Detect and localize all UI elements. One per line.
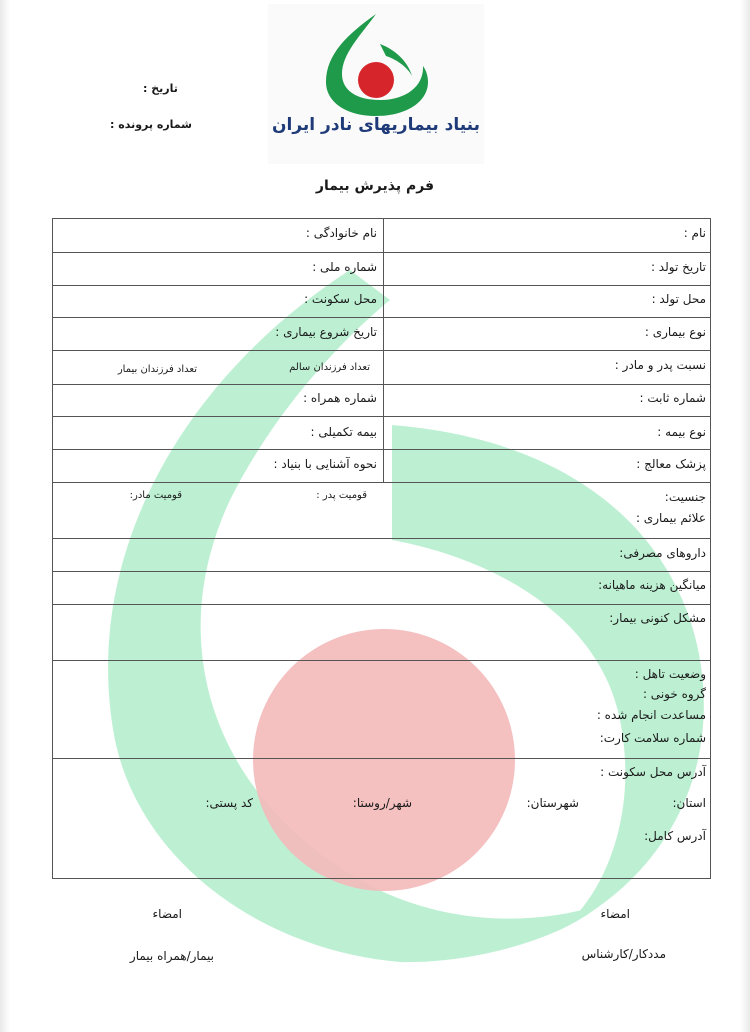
row-divider bbox=[52, 538, 711, 539]
medications-field[interactable]: داروهای مصرفی: bbox=[619, 546, 706, 560]
form-title: فرم پذیرش بیمار bbox=[315, 178, 435, 194]
name-field[interactable]: نام : bbox=[683, 226, 706, 240]
patient-signature-label: امضاء bbox=[152, 907, 182, 921]
birth-date-field[interactable]: تاریخ تولد : bbox=[650, 260, 706, 274]
disease-type-field[interactable]: نوع بیماری : bbox=[644, 325, 706, 339]
sick-children-field[interactable]: تعداد فرزندان بیمار bbox=[117, 364, 197, 375]
patient-role-label: بیمار/همراه بیمار bbox=[129, 949, 214, 963]
row-divider bbox=[52, 571, 711, 572]
national-id-field[interactable]: شماره ملی : bbox=[312, 260, 377, 274]
row-divider bbox=[52, 252, 711, 253]
row-divider bbox=[52, 384, 711, 385]
county-field[interactable]: شهرستان: bbox=[526, 796, 579, 810]
supplementary-insurance-field[interactable]: بیمه تکمیلی : bbox=[310, 425, 377, 439]
monthly-cost-field[interactable]: میانگین هزینه ماهیانه: bbox=[598, 578, 706, 592]
row-divider bbox=[52, 758, 711, 759]
father-ethnicity-field[interactable]: قومیت پدر : bbox=[316, 490, 367, 501]
address-title: آدرس محل سکونت : bbox=[600, 765, 706, 779]
postal-code-field[interactable]: کد پستی: bbox=[205, 796, 253, 810]
marital-status-field[interactable]: وضعیت تاهل : bbox=[634, 667, 706, 681]
row-divider bbox=[52, 350, 711, 351]
row-divider bbox=[52, 416, 711, 417]
landline-field[interactable]: شماره ثابت : bbox=[639, 391, 706, 405]
row-divider bbox=[52, 285, 711, 286]
staff-role-label: مددکار/کارشناس bbox=[581, 947, 666, 961]
birth-place-field[interactable]: محل تولد : bbox=[651, 292, 706, 306]
mother-ethnicity-field[interactable]: قومیت مادر: bbox=[129, 490, 182, 501]
doctor-field[interactable]: پزشک معالج : bbox=[636, 457, 706, 471]
blood-group-field[interactable]: گروه خونی : bbox=[642, 687, 706, 701]
current-problem-field[interactable]: مشکل کنونی بیمار: bbox=[609, 611, 706, 625]
referral-field[interactable]: نحوه آشنایی با بنیاد : bbox=[273, 457, 377, 471]
foundation-logo bbox=[268, 4, 484, 164]
row-divider bbox=[52, 482, 711, 483]
residence-field[interactable]: محل سکونت : bbox=[304, 292, 377, 306]
row-divider bbox=[52, 449, 711, 450]
family-name-field[interactable]: نام خانوادگی : bbox=[305, 226, 377, 240]
disease-start-field[interactable]: تاریخ شروع بیماری : bbox=[275, 325, 377, 339]
city-village-field[interactable]: شهر/روستا: bbox=[352, 796, 412, 810]
row-divider bbox=[52, 604, 711, 605]
mobile-field[interactable]: شماره همراه : bbox=[303, 391, 377, 405]
row-divider bbox=[52, 317, 711, 318]
assistance-field[interactable]: مساعدت انجام شده : bbox=[596, 708, 706, 722]
full-address-field[interactable]: آدرس کامل: bbox=[644, 829, 706, 843]
healthy-children-field[interactable]: تعداد فرزندان سالم bbox=[289, 362, 370, 373]
column-divider bbox=[383, 218, 384, 483]
parents-relation-field[interactable]: نسبت پدر و مادر : bbox=[614, 358, 706, 372]
staff-signature-label: امضاء bbox=[600, 907, 630, 921]
health-card-field[interactable]: شماره سلامت کارت: bbox=[599, 731, 706, 745]
logo-text: بنیاد بیماریهای نادر ایران bbox=[272, 115, 480, 135]
file-number-label: شماره پرونده : bbox=[110, 118, 192, 131]
gender-field[interactable]: جنسیت: bbox=[664, 490, 706, 504]
date-label: تاریخ : bbox=[143, 82, 178, 95]
province-field[interactable]: استان: bbox=[672, 796, 706, 810]
row-divider bbox=[52, 660, 711, 661]
symptoms-field[interactable]: علائم بیماری : bbox=[635, 511, 706, 525]
insurance-type-field[interactable]: نوع بیمه : bbox=[657, 425, 706, 439]
